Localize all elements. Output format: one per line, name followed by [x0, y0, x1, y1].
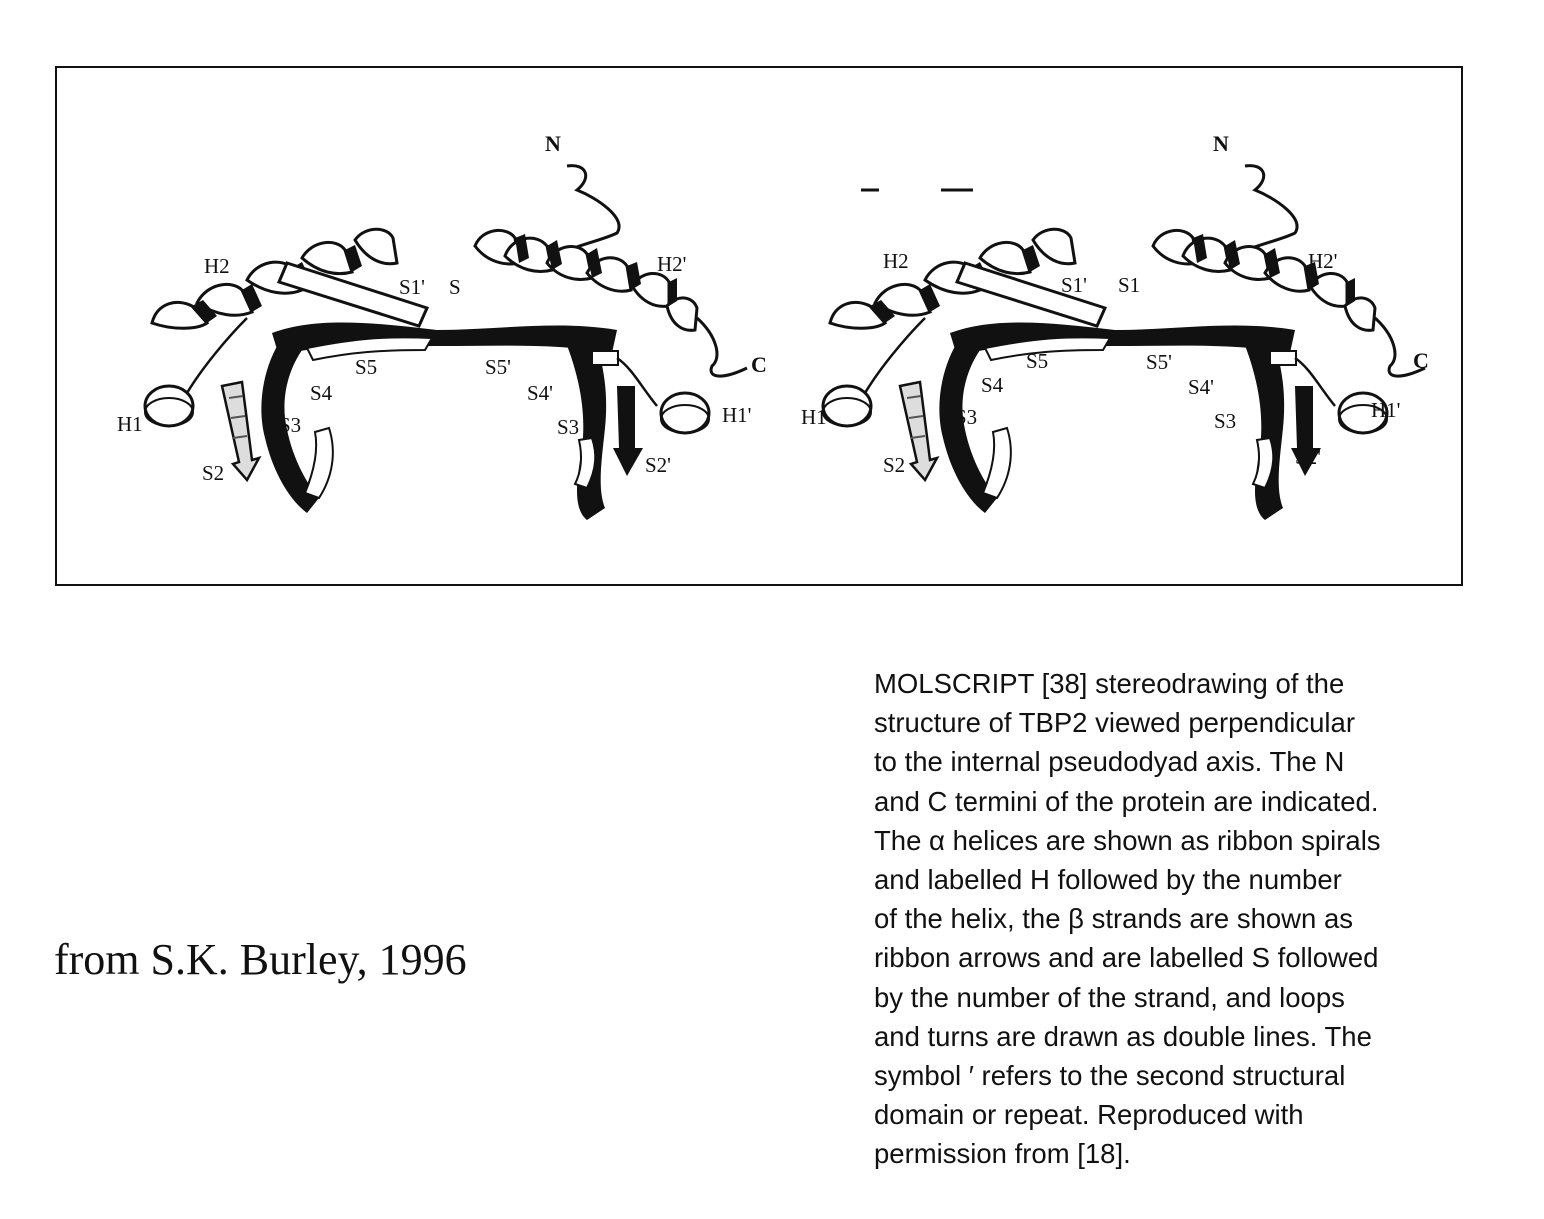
- label-s2p-right: S2': [1295, 445, 1321, 469]
- label-n-terminus-right: N: [1213, 131, 1229, 156]
- label-h2p-right: H2': [1308, 249, 1338, 273]
- caption-line: and C termini of the protein are indicated.: [874, 785, 1379, 817]
- label-s4p-left: S4': [527, 381, 553, 405]
- label-n-terminus-left: N: [545, 131, 561, 156]
- label-h2p-left: H2': [657, 252, 687, 276]
- figure-caption: [874, 664, 1514, 1174]
- label-c-terminus-right: C: [1413, 348, 1429, 373]
- label-h1-right: H1: [801, 405, 827, 429]
- label-s5-left: S5: [355, 355, 378, 379]
- label-h1p-left: H1': [722, 403, 752, 427]
- stereo-figure-frame: [55, 66, 1463, 586]
- label-s4-left: S4: [310, 381, 333, 405]
- caption-line: to the internal pseudodyad axis. The N: [874, 746, 1345, 778]
- stereo-figure: [57, 68, 1461, 584]
- label-h2-right: H2: [883, 249, 909, 273]
- label-s2p-left: S2': [645, 453, 671, 477]
- label-s2-right: S2: [883, 453, 906, 477]
- caption-line: domain or repeat. Reproduced with: [874, 1099, 1304, 1131]
- caption-line: MOLSCRIPT [38] stereodrawing of the: [874, 668, 1345, 699]
- label-s4p-right: S4': [1188, 375, 1214, 399]
- caption-line: permission from [18].: [874, 1138, 1131, 1170]
- label-s1p-left: S1': [399, 275, 425, 299]
- right-stereo-view: [823, 166, 1425, 520]
- label-s5-right: S5: [1026, 349, 1049, 373]
- caption-line: of the helix, the β strands are shown as: [874, 903, 1353, 935]
- label-s2-left: S2: [202, 461, 225, 485]
- caption-line: and labelled H followed by the number: [874, 864, 1342, 896]
- source-credit: from S.K. Burley, 1996: [54, 935, 467, 984]
- caption-line: structure of TBP2 viewed perpendicular: [874, 707, 1355, 739]
- label-s5p-right: S5': [1146, 350, 1172, 374]
- label-c-terminus-left: C: [751, 352, 767, 377]
- label-s3-left: S3: [279, 413, 302, 437]
- label-s1-left: S: [449, 275, 461, 299]
- label-h1p-right: H1': [1371, 398, 1401, 422]
- caption-line: symbol ′ refers to the second structural: [874, 1060, 1346, 1092]
- label-s1p-right: S1': [1061, 273, 1087, 297]
- label-s3-right: S3: [955, 405, 978, 429]
- label-h2-left: H2: [204, 254, 230, 278]
- caption-line: The α helices are shown as ribbon spirals: [874, 824, 1381, 856]
- caption-line: ribbon arrows and are labelled S followed: [874, 942, 1379, 974]
- caption-line: and turns are drawn as double lines. The: [874, 1020, 1372, 1052]
- label-h1-left: H1: [117, 412, 143, 436]
- label-s5p-left: S5': [485, 355, 511, 379]
- label-s3b-left: S3: [557, 415, 580, 439]
- label-s4-right: S4: [981, 373, 1004, 397]
- caption-line: by the number of the strand, and loops: [874, 981, 1345, 1013]
- label-s3b-right: S3: [1214, 409, 1237, 433]
- label-s1-right: S1: [1118, 273, 1141, 297]
